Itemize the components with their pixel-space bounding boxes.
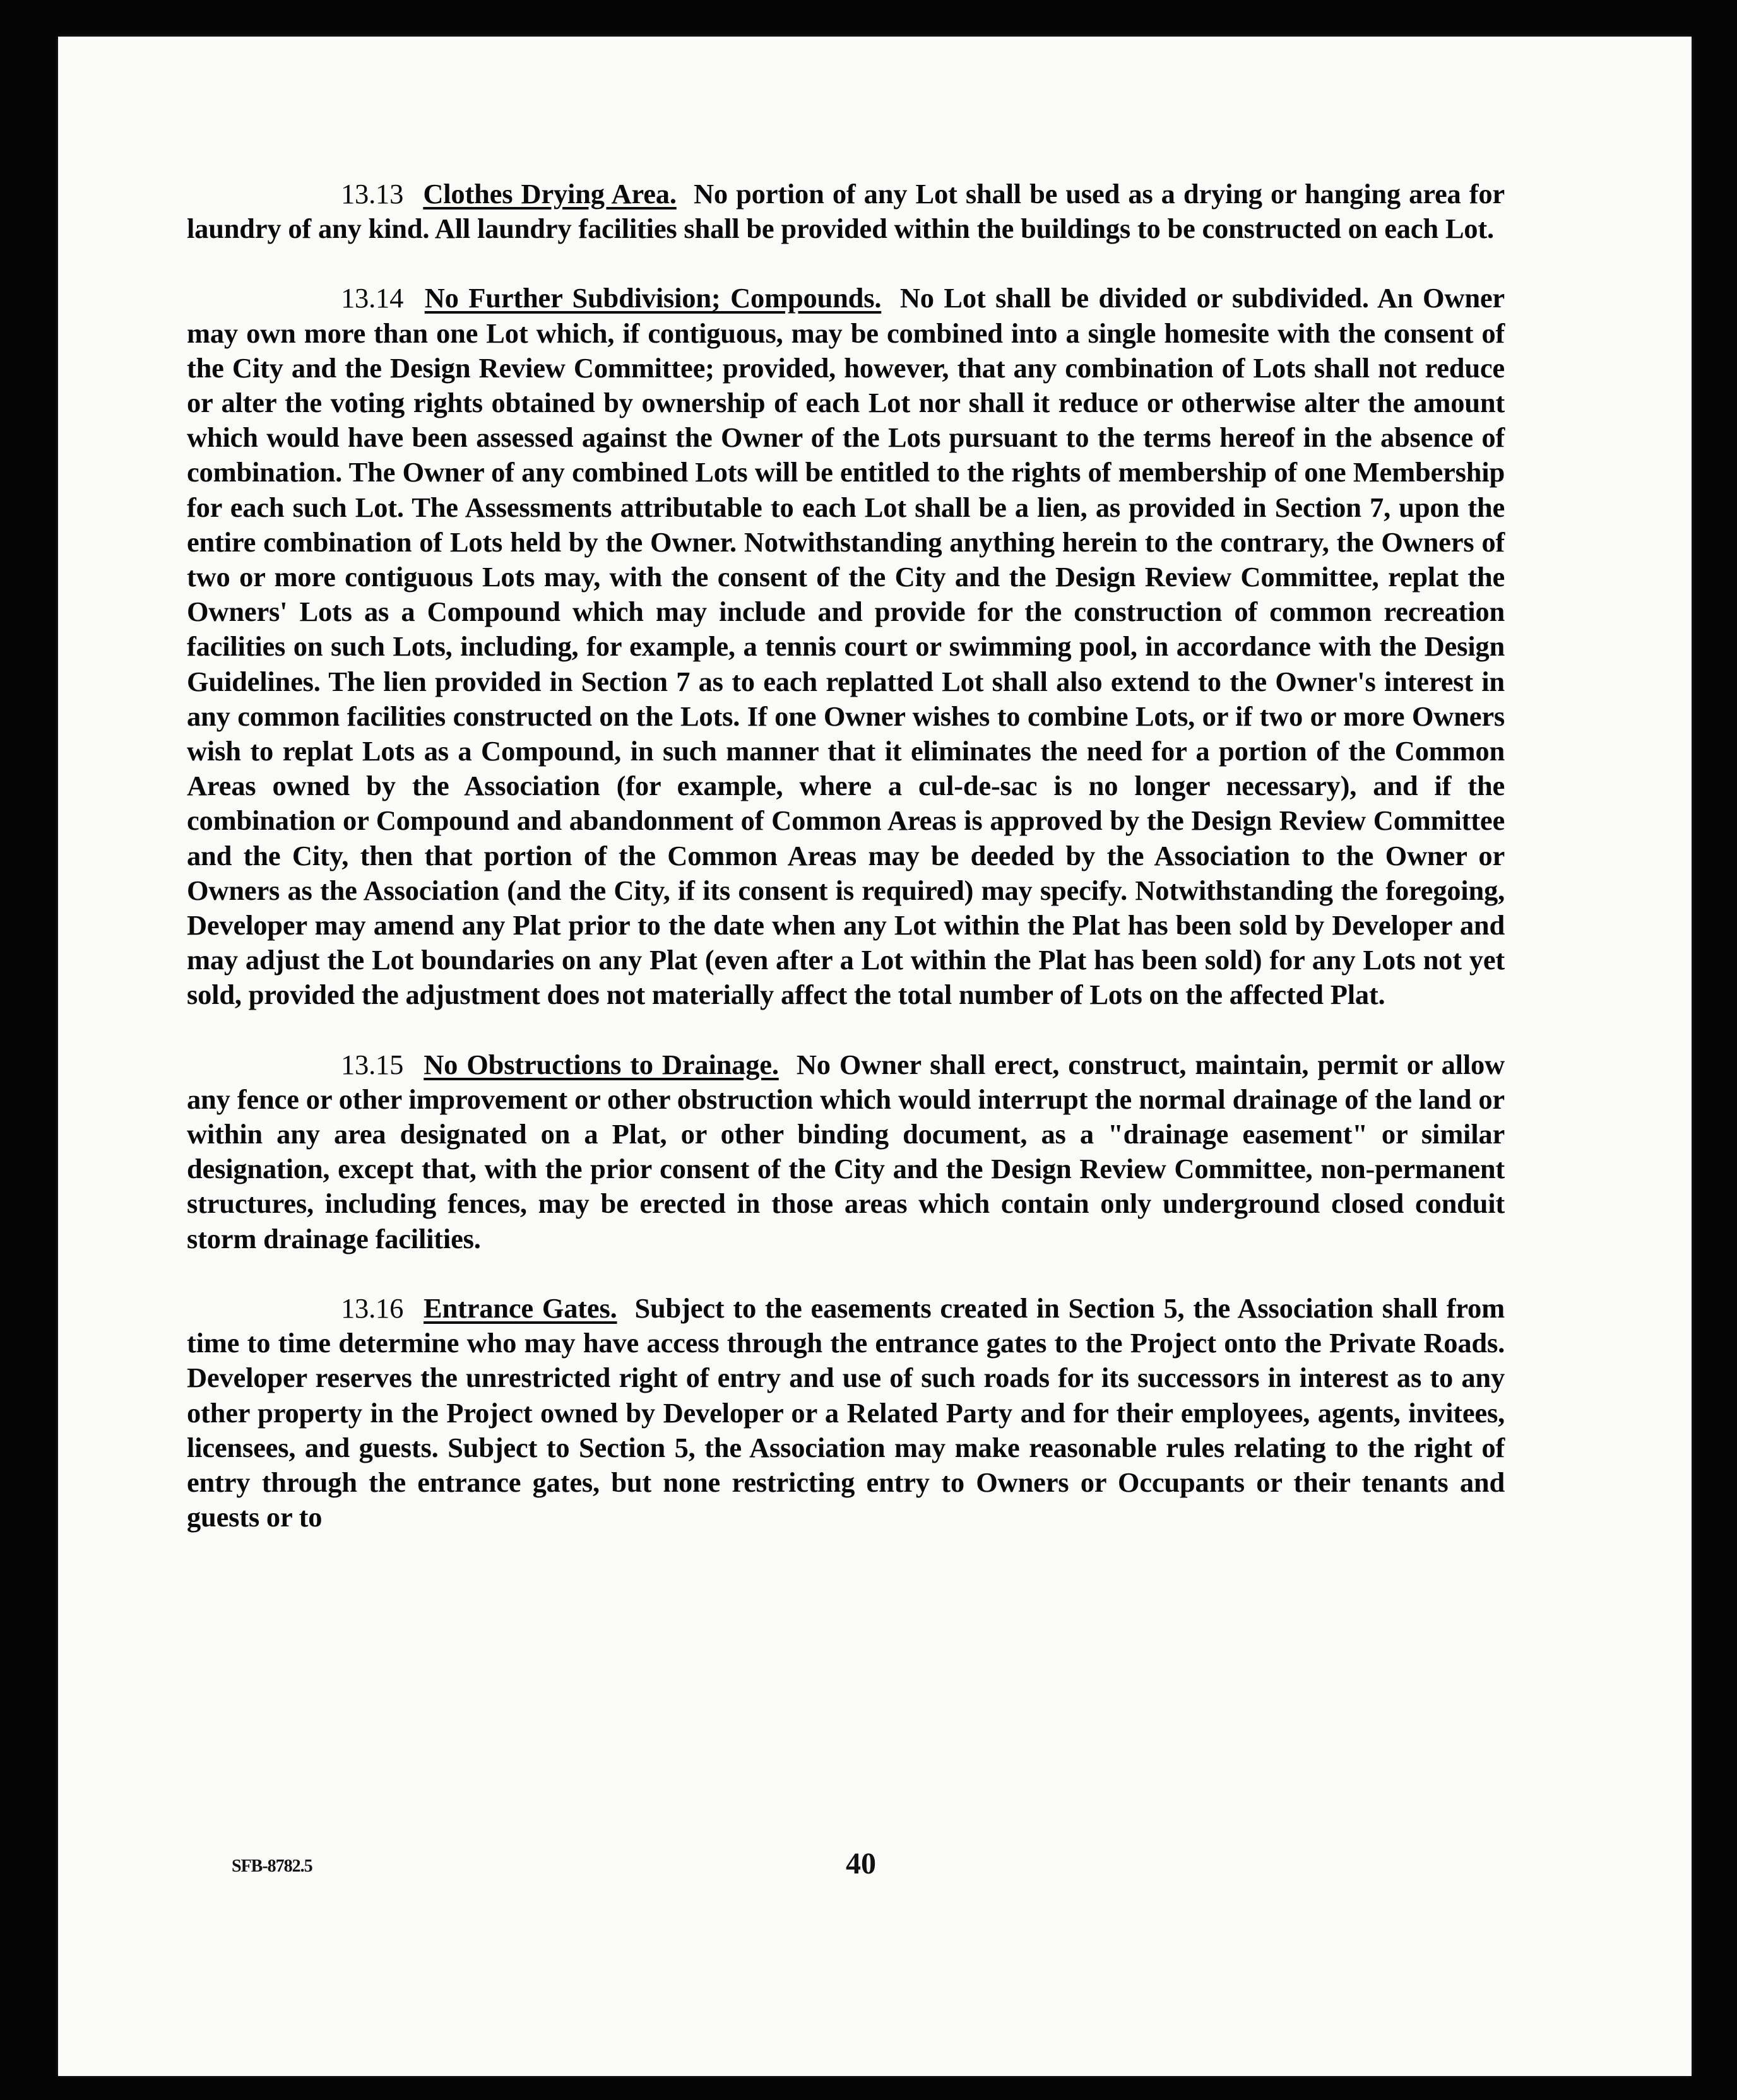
section-title: No Further Subdivision; Compounds. [424, 282, 882, 314]
footer-document-id: SFB-8782.5 [232, 1856, 312, 1876]
section-number: 13.13 [341, 178, 404, 209]
section-body: No portion of any Lot shall be used as a drying or hanging area for laundry of any kind. All laundry facilities shall be provided within the buildings to be constructed on each Lot. [187, 178, 1505, 245]
page-number: 40 [846, 1847, 876, 1880]
section-number: 13.16 [341, 1292, 404, 1324]
section-13-13 [187, 177, 1505, 246]
document-body [187, 177, 1505, 1569]
section-title: Entrance Gates. [424, 1292, 617, 1324]
section-13-15 [187, 1047, 1505, 1256]
section-title: No Obstructions to Drainage. [424, 1048, 779, 1080]
section-13-14 [187, 281, 1505, 1012]
section-body: Subject to the easements created in Section 5, the Association shall from time to time determine who may have access through the entrance gates to the Project onto the Private Roads. Developer reserves the unrestricted right of entry and use of such roads for its successors in interest as to any other property in the Project owned by Developer or a Related Party and for their employees, agents, invitees, licensees, and guests. Subject to Section 5, the Association may make reasonable rules relating to the right of entry through the entrance gates, but none restricting entry to Owners or Occupants or their tenants and guests or to [187, 1292, 1505, 1533]
section-body: No Lot shall be divided or subdivided. An Owner may own more than one Lot which, if contiguous, may be combined into a single homesite with the consent of the City and the Design Review Committee; provided, however, that any combination of Lots shall not reduce or alter the voting rights obtained by ownership of each Lot nor shall it reduce or otherwise alter the amount which would have been assessed against the Owner of the Lots pursuant to the terms hereof in the absence of combination. The Owner of any combined Lots will be entitled to the rights of membership of one Membership for each such Lot. The Assessments attributable to each Lot shall be a lien, as provided in Section 7, upon the entire combination of Lots held by the Owner. Notwithstanding anything herein to the contrary, the Owners of two or more contiguous Lots may, with the consent of the City and the Design Review Committee, replat the Owners' Lots as a Compound which may include and provide for the construction of common recreation facilities on such Lots, including, for example, a tennis court or swimming pool, in accordance with the Design Guidelines. The lien provided in Section 7 as to each replatted Lot shall also extend to the Owner's interest in any common facilities constructed on the Lots. If one Owner wishes to combine Lots, or if two or more Owners wish to replat Lots as a Compound, in such manner that it eliminates the need for a portion of the Common Areas owned by the Association (for example, where a cul-de-sac is no longer necessary), and if the combination or Compound and abandonment of Common Areas is approved by the Design Review Committee and the City, then that portion of the Common Areas may be deeded by the Association to the Owner or Owners as the Association (and the City, if its consent is required) may specify. Notwithstanding the foregoing, Developer may amend any Plat prior to the date when any Lot within the Plat has been sold by Developer and may adjust the Lot boundaries on any Plat (even after a Lot within the Plat has been sold) for any Lots not yet sold, provided the adjustment does not materially affect the total number of Lots on the affected Plat. [187, 282, 1505, 1011]
section-number: 13.15 [341, 1048, 404, 1080]
section-title: Clothes Drying Area. [423, 178, 677, 209]
section-13-16 [187, 1291, 1505, 1535]
section-number: 13.14 [341, 282, 404, 314]
section-body: No Owner shall erect, construct, maintain, permit or allow any fence or other improvement or other obstruction which would interrupt the normal drainage of the land or within any area designated on a Plat, or other binding document, as a "drainage easement" or similar designation, except that, with the prior consent of the City and the Design Review Committee, non-permanent structures, including fences, may be erected in those areas which contain only underground closed conduit storm drainage facilities. [187, 1048, 1505, 1254]
